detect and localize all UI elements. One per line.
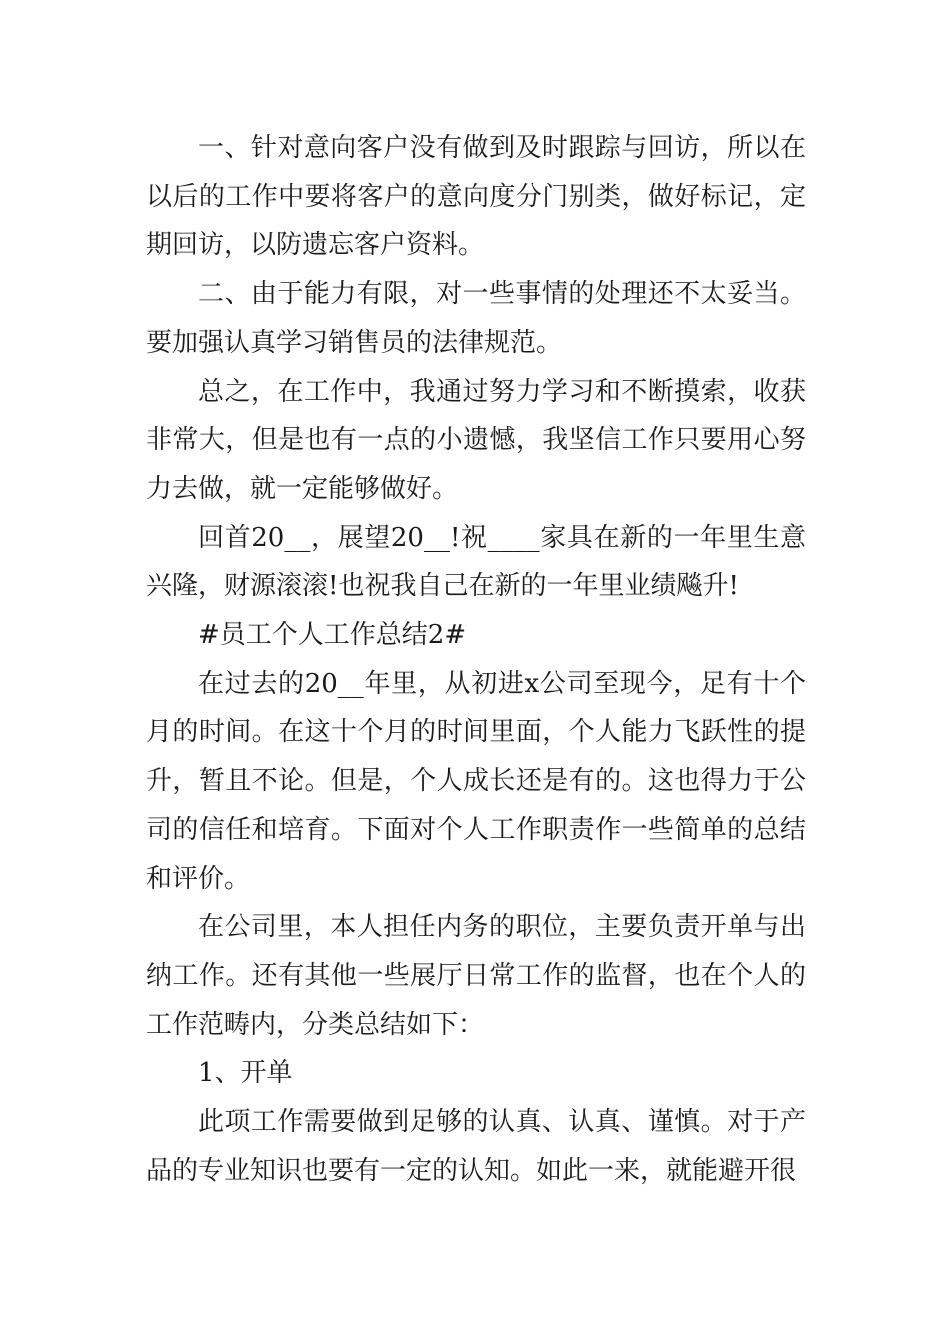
paragraph-job-role: 在公司里，本人担任内务的职位，主要负责开单与出纳工作。还有其他一些展厅日常工作的监督，也在个人的工作范畴内，分类总结如下： (146, 912, 806, 1040)
paragraph-new-year-wish: 回首20__，展望20__!祝____家具在新的一年里生意兴隆，财源滚滚!也祝我自己在新的一年里业绩飚升! (146, 522, 806, 602)
paragraph-ability: 二、由于能力有限，对一些事情的处理还不太妥当。要加强认真学习销售员的法律规范。 (146, 279, 806, 358)
paragraph-past-year: 在过去的20__年里，从初进x公司至现今，足有十个月的时间。在这十个月的时间里面，个人能力飞跃性的提升，暂且不论。但是，个人成长还是有的。这也得力于公司的信任和培育。下面对个人工作职责作一些简单的总结和评价。 (146, 668, 806, 894)
paragraph-billing-detail: 此项工作需要做到足够的认真、认真、谨慎。对于产品的专业知识也要有一定的认知。如此一来，就能避开很 (146, 1107, 806, 1186)
section-heading: #员工个人工作总结2# (198, 620, 467, 651)
paragraph-summary: 总之，在工作中，我通过努力学习和不断摸索，收获非常大，但是也有一点的小遗憾，我坚信工作只要用心努力去做，就一定能够做好。 (146, 376, 806, 504)
subheading-billing: 1、开单 (198, 1058, 293, 1089)
document-body (146, 124, 806, 1195)
paragraph-follow-up: 一、针对意向客户没有做到及时跟踪与回访，所以在以后的工作中要将客户的意向度分门别类，做好标记，定期回访，以防遗忘客户资料。 (146, 133, 806, 261)
